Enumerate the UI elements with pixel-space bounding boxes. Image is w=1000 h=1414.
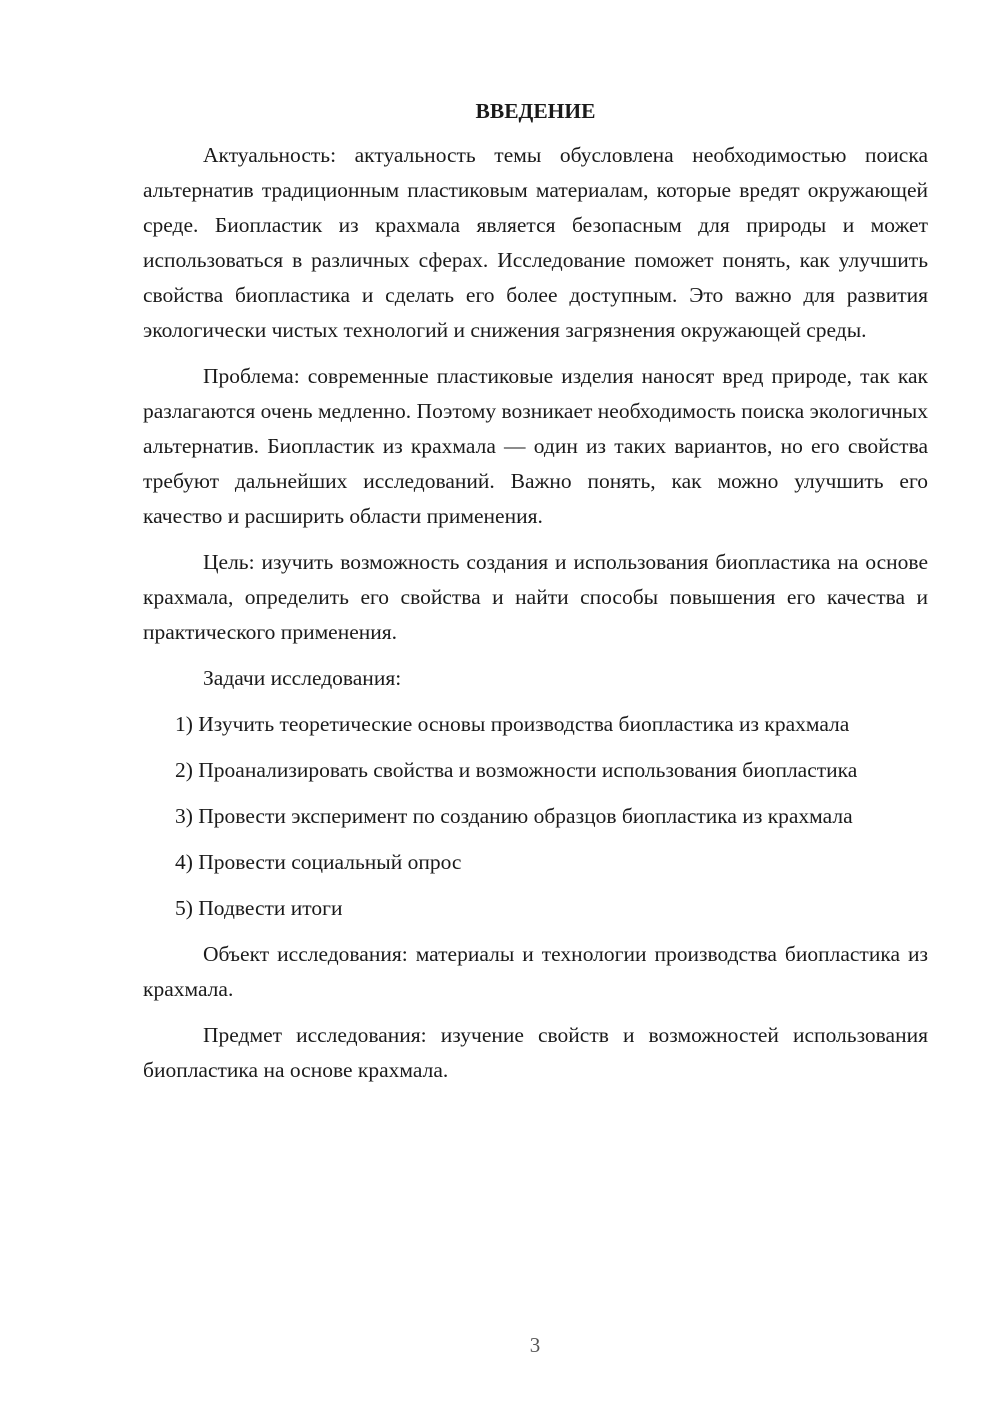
- document-page: [143, 96, 928, 1099]
- paragraph-object: Объект исследования: материалы и технологии производства биопластика из крахмала.: [143, 942, 928, 1001]
- paragraph-relevance: Актуальность: актуальность темы обусловлена необходимостью поиска альтернатив традиционным пластиковым материалам, которые вредят окружающей среде. Биопластик из крахмала является безопасным для природы и может использоваться в различных сферах. Исследование поможет понять, как улучшить свойства биопластика и сделать его более доступным. Это важно для развития экологически чистых технологий и снижения загрязнения окружающей среды.: [143, 143, 928, 342]
- list-item: 1) Изучить теоретические основы производства биопластика из крахмала: [175, 712, 850, 736]
- paragraph-problem: Проблема: современные пластиковые изделия наносят вред природе, так как разлагаются очень медленно. Поэтому возникает необходимость поиска экологичных альтернатив. Биопластик из крахмала — один из таких вариантов, но его свойства требуют дальнейших исследований. Важно понять, как можно улучшить его качество и расширить области применения.: [143, 364, 928, 528]
- list-item: 2) Проанализировать свойства и возможности использования биопластика: [175, 758, 858, 782]
- page-title: ВВЕДЕНИЕ: [475, 99, 596, 123]
- list-item: 4) Провести социальный опрос: [175, 850, 462, 874]
- paragraph-subject: Предмет исследования: изучение свойств и возможностей использования биопластика на основе крахмала.: [143, 1023, 928, 1082]
- tasks-heading: Задачи исследования:: [203, 666, 402, 690]
- paragraph-goal: Цель: изучить возможность создания и использования биопластика на основе крахмала, определить его свойства и найти способы повышения его качества и практического применения.: [143, 550, 928, 644]
- tasks-list: [143, 707, 928, 926]
- list-item: 3) Провести эксперимент по созданию образцов биопластика из крахмала: [175, 804, 853, 828]
- list-item: 5) Подвести итоги: [175, 896, 343, 920]
- page-number: 3: [529, 1333, 541, 1357]
